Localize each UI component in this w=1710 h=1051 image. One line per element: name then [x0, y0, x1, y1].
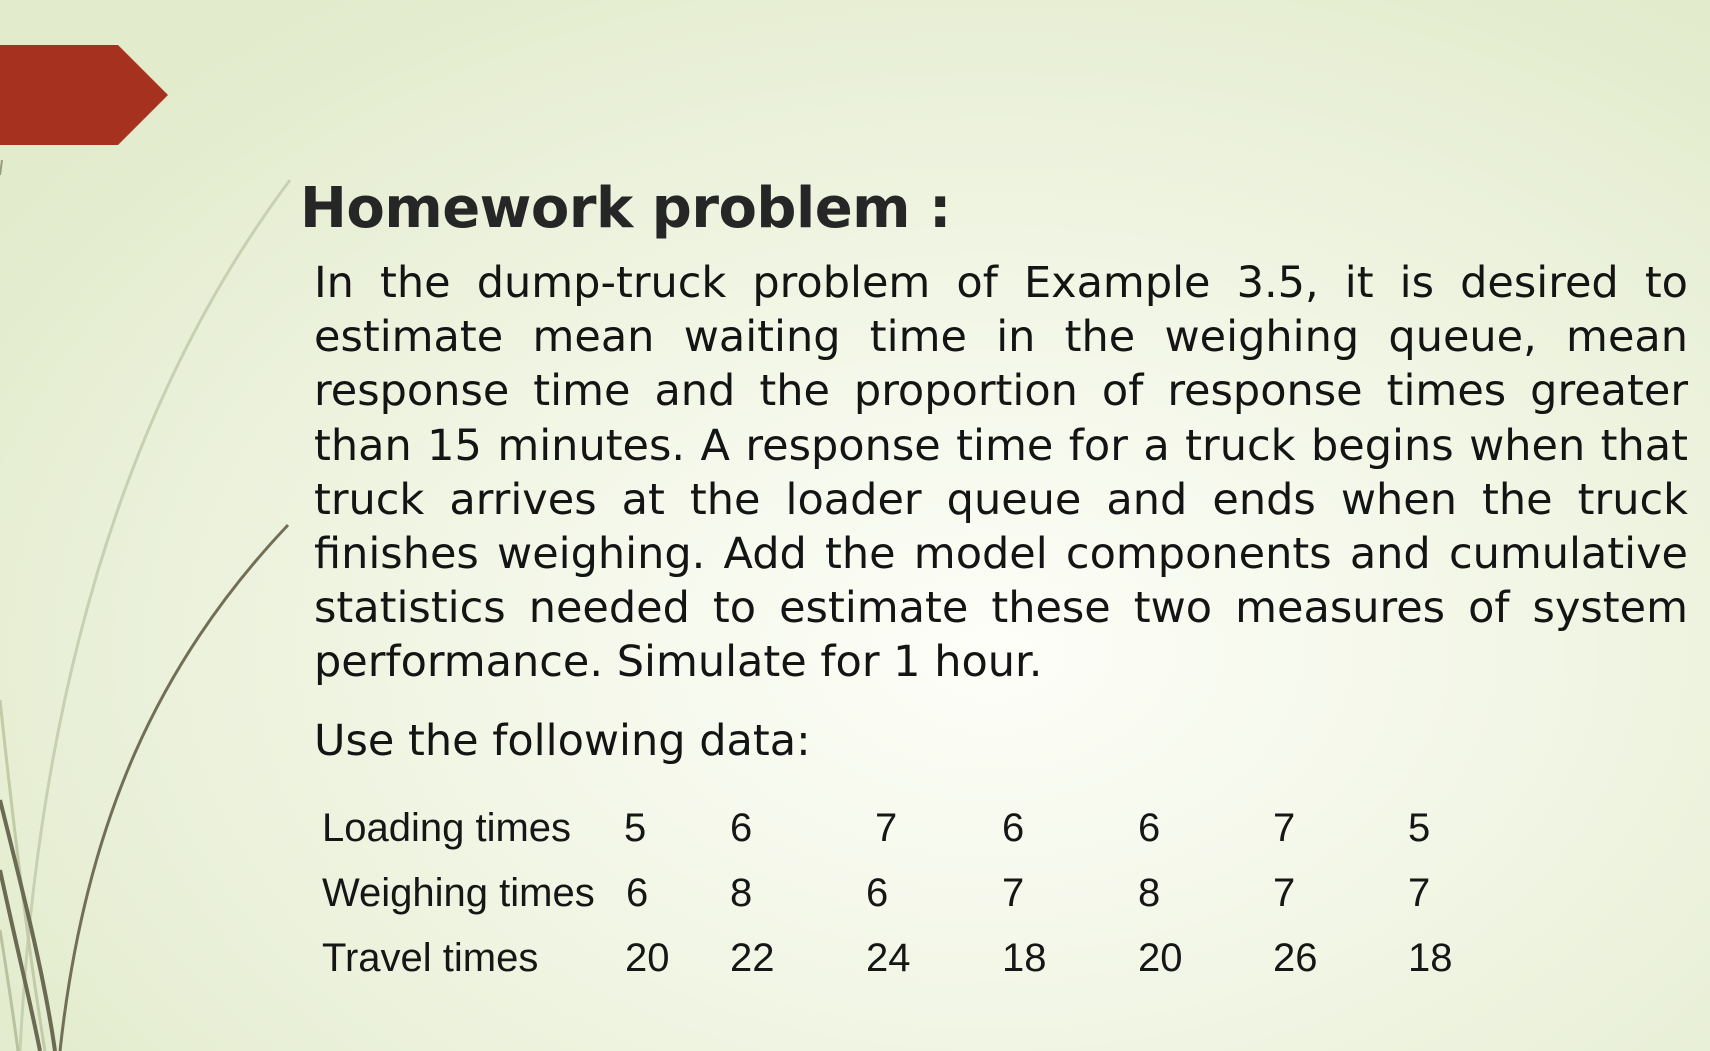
table-cell: 5	[624, 806, 647, 850]
table-cell: 7	[1002, 871, 1025, 915]
problem-statement: In the dump-truck problem of Example 3.5, it is desired to estimate mean waiting time in the weighing queue, mean response time and the proportion of response times greater than 15 minutes. A response time for a truck begins when that truck arrives at the loader queue and ends when the truck finishes weighing. Add the model components and cumulative statistics needed to estimate these two measures of system performance. Simulate for 1 hour.	[314, 258, 1688, 688]
decor-curve-light-4	[0, 930, 18, 1051]
slide-title: Homework problem :	[300, 176, 951, 241]
table-cell: 6	[1002, 806, 1025, 850]
table-cell: 6	[866, 871, 889, 915]
decor-curve-light-1	[20, 180, 290, 1051]
table-cell: 7	[1408, 871, 1431, 915]
accent-arrow-tab	[0, 45, 168, 145]
decor-curve-dark-1	[60, 525, 288, 1051]
row-label-weighing: Weighing times	[322, 871, 595, 915]
table-cell: 26	[1273, 936, 1318, 980]
table-cell: 18	[1002, 936, 1047, 980]
data-intro: Use the following data:	[314, 716, 811, 766]
table-row	[322, 796, 1522, 861]
table-cell: 6	[626, 871, 649, 915]
table-cell: 6	[1138, 806, 1161, 850]
data-table	[322, 796, 1522, 991]
row-label-loading: Loading times	[322, 806, 572, 850]
table-row	[322, 926, 1522, 991]
table-cell: 8	[730, 871, 753, 915]
table-cell: 20	[625, 936, 670, 980]
table-cell: 8	[1138, 871, 1161, 915]
table-cell: 24	[866, 936, 911, 980]
table-cell: 6	[730, 806, 753, 850]
table-cell: 7	[1273, 806, 1296, 850]
table-cell: 20	[1138, 936, 1183, 980]
table-cell: 7	[1273, 871, 1296, 915]
table-cell: 18	[1408, 936, 1453, 980]
table-row	[322, 861, 1522, 926]
table-cell: 7	[875, 806, 898, 850]
decor-curve-light-3	[0, 160, 2, 175]
row-label-travel: Travel times	[322, 936, 539, 980]
table-cell: 22	[730, 936, 775, 980]
table-cell: 5	[1408, 806, 1431, 850]
